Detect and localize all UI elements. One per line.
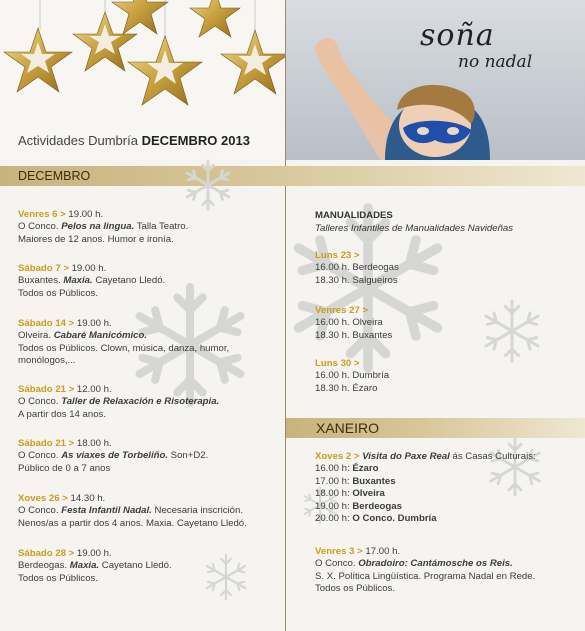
section-bar-december: DECEMBRO	[0, 166, 585, 186]
text-january-events-obradoiro-l1a: O Conco.	[315, 558, 359, 570]
text-january-events-visit-title: Visita do Paxe Real	[359, 451, 450, 462]
text-left-events-4-time: 18.00 h.	[74, 438, 112, 449]
entry-line	[18, 438, 208, 450]
title-month: DECEMBRO 2013	[141, 133, 250, 148]
text-january-events-obradoiro-l3: Todos os Públicos.	[315, 583, 395, 595]
document-title	[18, 133, 250, 148]
text-manualidades-days-1-day: Venres 27 >	[315, 305, 369, 316]
gold-star-icon	[112, 0, 168, 34]
text-left-events-0-day: Venres 6 >	[18, 209, 66, 220]
event-item	[18, 548, 172, 585]
manualidades-title: MANUALIDADES	[315, 210, 393, 221]
text-left-events-1-day: Sábado 7 >	[18, 263, 69, 274]
text-left-events-5-l2: Nenos/as a partir dos 4 anos. Maxia. Cayetano Lledó.	[18, 517, 247, 529]
text-january-events-visit-stops-4-time: 20.00 h:	[315, 513, 353, 525]
text-january-events-visit-rest: ás Casas Culturais:	[449, 451, 536, 462]
text-left-events-6-day: Sábado 28 >	[18, 548, 75, 559]
entry-line	[315, 451, 536, 463]
text-january-events-obradoiro-l1b: Obradoiro: Cantámosche os Reis.	[358, 558, 513, 570]
text-left-events-6-l1b: Maxia.	[69, 560, 100, 572]
workshop-day	[315, 250, 399, 287]
entry-line	[18, 450, 208, 462]
text-left-events-1-l2: Todos os Públicos.	[18, 287, 98, 299]
text-left-events-2-l2: Todos os Públicos. Clown, música, danza, humor,	[18, 342, 230, 354]
text-left-events-6-l1a: Berdeogas.	[18, 560, 70, 572]
entry-line	[315, 501, 536, 513]
text-left-events-4-l2: Público de 0 a 7 anos	[18, 462, 111, 474]
column-divider	[285, 0, 286, 631]
text-left-events-2-l1b: Cabaré Manicómico.	[53, 330, 148, 342]
gold-star-icon	[190, 0, 240, 37]
text-manualidades-days-1-l1: 16.00 h. Olveira	[315, 317, 383, 329]
entry-line	[18, 318, 229, 330]
entry-line	[315, 558, 535, 570]
text-january-events-visit-stops-3-place: Berdeogas	[352, 500, 402, 512]
text-january-events-visit-stops-1-time: 17.00 h:	[315, 475, 353, 487]
text-january-events-visit-stops-3-time: 19.00 h:	[315, 500, 353, 512]
entry-line	[18, 263, 165, 275]
text-left-events-5-day: Xoves 26 >	[18, 493, 68, 504]
manualidades-subtitle: Talleres Infantiles de Manualidades Navideñas	[315, 223, 514, 234]
text-january-events-visit-stops-2-place: Olveira	[352, 488, 385, 500]
event-item	[18, 263, 165, 300]
event-item-visit	[315, 451, 536, 525]
text-january-events-visit-stops-2-time: 18.00 h:	[315, 488, 353, 500]
event-item	[315, 546, 535, 596]
text-january-events-obradoiro-time: 17.00 h.	[362, 546, 401, 557]
text-left-events-5-l1a: O Conco.	[18, 505, 62, 517]
event-item	[18, 209, 188, 246]
text-left-events-3-l1b: Taller de Relaxación e Risoterapia.	[61, 396, 220, 408]
text-left-events-1-l1c: Cayetano Lledó.	[92, 275, 166, 287]
text-manualidades-days-2-l1: 16.00 h. Dumbría	[315, 370, 390, 382]
snowflake-icon	[486, 301, 538, 361]
text-left-events-6-time: 19.00 h.	[74, 548, 112, 559]
text-left-events-6-l1c: Cayetano Lledó.	[99, 560, 172, 572]
entry-line	[18, 221, 188, 233]
text-manualidades-days-2-l2: 18.30 h. Ézaro	[315, 382, 378, 394]
entry-line	[315, 488, 536, 500]
event-item	[18, 384, 219, 421]
section-bar-january: XANEIRO	[286, 418, 585, 438]
text-manualidades-days-0-l2: 18.30 h. Salgueiros	[315, 274, 398, 286]
text-january-events-visit-stops-4-place: O Conco. Dumbría	[352, 513, 437, 525]
text-left-events-3-time: 12.00 h.	[74, 384, 112, 395]
text-left-events-0-l1a: O Conco.	[18, 221, 62, 233]
text-left-events-4-l1a: O Conco.	[18, 450, 62, 462]
entry-line	[18, 548, 172, 560]
text-left-events-1-l1a: Buxantes.	[18, 275, 64, 287]
workshop-day	[315, 358, 389, 395]
text-left-events-5-l1c: Necesaria inscrición.	[151, 505, 244, 517]
text-left-events-0-l1b: Pelos na lingua.	[61, 221, 135, 233]
text-manualidades-days-0-l1: 16.00 h. Berdeogas	[315, 262, 399, 274]
entry-line	[315, 463, 536, 475]
text-left-events-5-l1b: Festa Infantil Nadal.	[61, 505, 152, 517]
text-january-events-obradoiro-l2: S. X. Política Lingüística. Programa Nadal en Rede.	[315, 570, 536, 582]
text-january-events-obradoiro-day: Venres 3 >	[315, 546, 363, 557]
event-item	[18, 493, 247, 530]
snowflake-icon	[207, 555, 245, 599]
entry-line	[315, 513, 536, 525]
text-manualidades-days-1-l2: 18.30 h. Buxantes	[315, 329, 393, 341]
entry-line	[18, 330, 229, 342]
text-left-events-1-l1b: Maxia.	[63, 275, 93, 287]
text-january-events-visit-day: Xoves 2 >	[315, 451, 360, 462]
text-left-events-5-time: 14.30 h.	[67, 493, 106, 504]
entry-line	[18, 275, 165, 287]
text-manualidades-days-2-day: Luns 30 >	[315, 358, 360, 369]
event-item	[18, 318, 229, 368]
text-january-events-visit-stops-0-time: 16.00 h:	[315, 463, 353, 475]
text-left-events-2-l1a: Olveira.	[18, 330, 54, 342]
entry-line	[18, 505, 247, 517]
text-left-events-3-day: Sábado 21 >	[18, 384, 75, 395]
text-left-events-0-time: 19.00 h.	[65, 209, 104, 220]
text-january-events-visit-stops-1-place: Buxantes	[352, 475, 396, 487]
text-left-events-2-l3: monólogos,...	[18, 355, 76, 367]
logo-sona: soña	[420, 18, 495, 53]
entry-line	[315, 546, 535, 558]
text-left-events-1-time: 19.00 h.	[68, 263, 107, 274]
entry-line	[18, 384, 219, 396]
text-left-events-3-l1a: O Conco.	[18, 396, 62, 408]
entry-line	[18, 560, 172, 572]
text-left-events-4-day: Sábado 21 >	[18, 438, 75, 449]
text-left-events-0-l2: Maiores de 12 anos. Humor e ironía.	[18, 233, 174, 245]
text-january-events-visit-stops-0-place: Ézaro	[352, 463, 379, 475]
text-left-events-3-l2: A partir dos 14 anos.	[18, 408, 106, 420]
entry-line	[18, 493, 247, 505]
entry-line	[18, 396, 219, 408]
text-left-events-2-time: 19.00 h.	[74, 318, 112, 329]
text-left-events-4-l1c: Son+D2.	[168, 450, 209, 462]
event-item	[18, 438, 208, 475]
text-left-events-6-l2: Todos os Públicos.	[18, 572, 98, 584]
text-left-events-2-day: Sábado 14 >	[18, 318, 75, 329]
text-manualidades-days-0-day: Luns 23 >	[315, 250, 360, 261]
logo-no-nadal: no nadal	[458, 52, 533, 72]
workshop-day	[315, 305, 392, 342]
entry-line	[18, 209, 188, 221]
title-prefix: Actividades Dumbría	[18, 133, 142, 148]
text-left-events-4-l1b: As viaxes de Torbeliño.	[61, 450, 169, 462]
entry-line	[315, 476, 536, 488]
text-left-events-0-l1c: Talla Teatro.	[134, 221, 189, 233]
